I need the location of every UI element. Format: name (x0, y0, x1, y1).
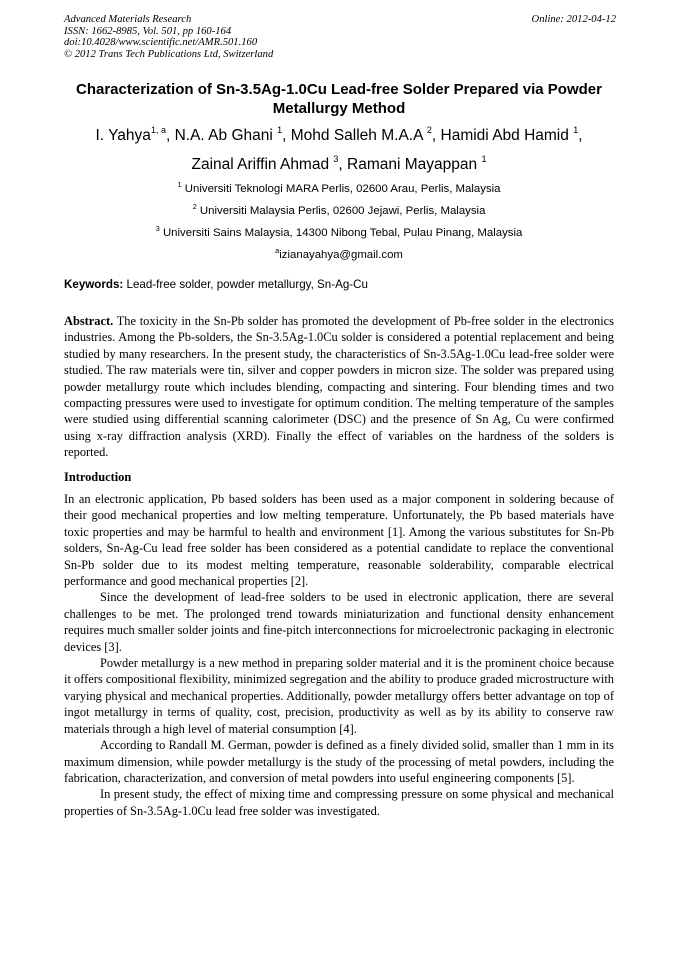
author: N.A. Ab Ghani $^1$, (174, 125, 291, 144)
affiliation: $^1$ Universiti Teknologi MARA Perlis, 02600 Arau, Perlis, Malaysia (177, 180, 501, 195)
affiliations (64, 178, 614, 266)
journal-header (64, 14, 273, 60)
paragraph: In present study, the effect of mixing time and compressing pressure on some physical and mechanical properties of Sn-3.5Ag-1.0Cu lead free solder was investigated. (64, 787, 614, 818)
keywords-text: Lead-free solder, powder metallurgy, Sn-Ag-Cu (123, 278, 368, 291)
keywords-label: Keywords: (64, 278, 124, 291)
paragraph: Powder metallurgy is a new method in preparing solder material and it is the prominent choice because it offers compositional flexibility, minimized segregation and the ability to produce graded microstructure with varying physical and mechanical properties. Additionally, powder metallurgy offers better advantage on top of ingot metallurgy in terms of quality, cost, precision, productivity as well as by its ability to conserve raw materials through a high level of material consumption [4]. (64, 656, 614, 736)
author: Hamidi Abd Hamid $^1$, (440, 125, 583, 144)
paragraph: Since the development of lead-free solders to be used in electronic application, there are several challenges to be met. The prolonged trend towards miniaturization and functional density enhancement requires much smaller solder joints and fine-pitch interconnections for microelectronic packaging in electronic devices [3]. (64, 590, 614, 654)
doi-line: doi:10.4028/www.scientific.net/AMR.501.160 (64, 37, 258, 49)
section-heading-introduction: Introduction (64, 470, 132, 484)
paragraph: In an electronic application, Pb based solders has been used as a major component in soldering because of their good mechanical properties and low melting temperature. Unfortunately, the Pb based materials have toxic properties and may be harmful to health and environment [1]. Among the various substitutes for Sn-Pb solders, Sn-Ag-Cu lead free solder has been considered as a potential candidate to replace the conventional Sn-Pb solder due to its modest melting temperature, reasonable solderability, comparable electrical performance and good mechanical properties [2]. (64, 492, 614, 589)
paragraph: According to Randall M. German, powder is defined as a finely divided solid, smaller than 1 mm in its maximum dimension, while powder metallurgy is the study of the processing of metal powders, including the fabrication, characterization, and conversion of metal powders into useful engineering components [5]. (64, 738, 614, 785)
online-date: Online: 2012-04-12 (531, 14, 616, 25)
affiliation: $^3$ Universiti Sains Malaysia, 14300 Nibong Tebal, Pulau Pinang, Malaysia (155, 224, 523, 239)
introduction-body (64, 491, 614, 819)
copyright-line: © 2012 Trans Tech Publications Ltd, Switzerland (64, 48, 274, 60)
abstract-label: Abstract. (64, 314, 114, 328)
issn-line: ISSN: 1662-8985, Vol. 501, pp 160-164 (64, 25, 232, 37)
journal-name: Advanced Materials Research (64, 14, 192, 25)
author: Zainal Ariffin Ahmad $^3$, (191, 154, 348, 173)
abstract-text: The toxicity in the Sn-Pb solder has promoted the development of Pb-free solder in the electronics industries. Among the Pb-solders, the Sn-3.5Ag-1.0Cu solder is considered a potential replacement and being studied by many researchers. In the present study, the characteristics of Sn-3.5Ag-1.0Cu lead-free solder were studied. The raw materials were tin, silver and copper powders in micron size. The solder was prepared using powder metallurgy route which includes blending, compacting and sintering. Four blending times and two compacting pressures were used to investigate for optimum condition. The melting temperature of the samples were studied using differential scanning calorimeter (DSC) and the presence of Sn Ag, Cu were confirmed using x-ray diffraction analysis (XRD). Finally the effect of variables on the hardness of the solders is reported. (64, 314, 614, 460)
keywords (64, 278, 616, 292)
author: I. Yahya$^{1, a}$, (95, 125, 175, 144)
author: Mohd Salleh M.A.A $^2$, (290, 125, 441, 144)
paper-title: Characterization of Sn-3.5Ag-1.0Cu Lead-free Solder Prepared via Powder Metallurgy Method (76, 81, 602, 117)
affiliation: $^2$ Universiti Malaysia Perlis, 02600 Jejawi, Perlis, Malaysia (192, 202, 486, 217)
abstract (64, 313, 614, 461)
author: Ramani Mayappan $^1$ (347, 154, 487, 173)
author-email: $^a$izianayahya@gmail.com (275, 246, 403, 261)
author-list (64, 121, 614, 179)
